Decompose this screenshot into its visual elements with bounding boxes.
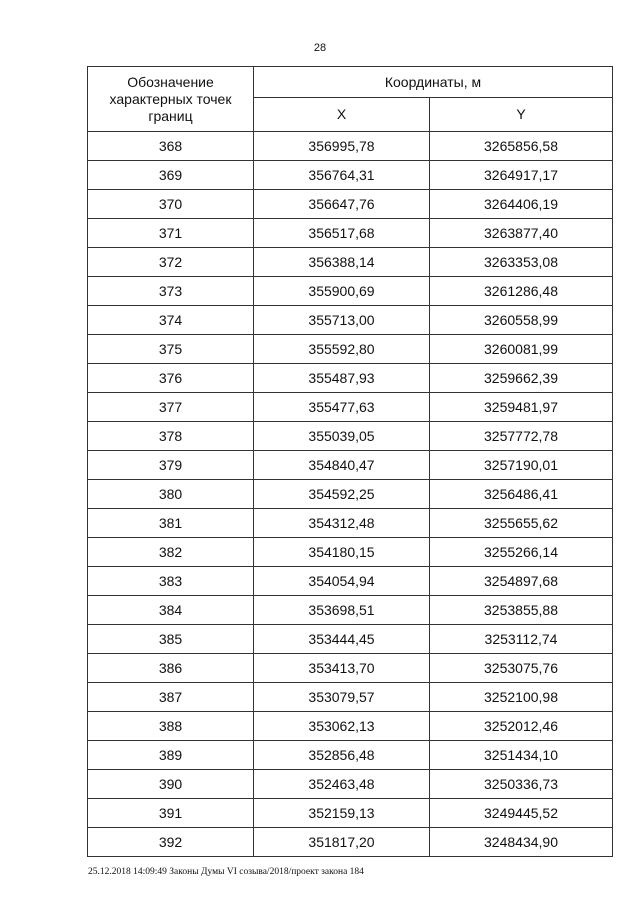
y-coordinate-cell: 3250336,73	[430, 770, 613, 799]
y-coordinate-cell: 3263353,08	[430, 248, 613, 277]
table-row	[88, 799, 613, 828]
x-coordinate-cell: 354592,25	[254, 480, 430, 509]
y-coordinate-cell: 3255655,62	[430, 509, 613, 538]
y-coordinate-cell: 3253112,74	[430, 625, 613, 654]
x-coordinate-cell: 354312,48	[254, 509, 430, 538]
table-row	[88, 683, 613, 712]
x-coordinate-cell: 356388,14	[254, 248, 430, 277]
table-row	[88, 538, 613, 567]
point-cell: 385	[88, 625, 254, 654]
x-coordinate-cell: 353413,70	[254, 654, 430, 683]
point-cell: 382	[88, 538, 254, 567]
point-cell: 368	[88, 132, 254, 161]
header-coordinates: Координаты, м	[254, 67, 613, 98]
table-row	[88, 567, 613, 596]
x-coordinate-cell: 352856,48	[254, 741, 430, 770]
x-coordinate-cell: 352159,13	[254, 799, 430, 828]
x-coordinate-cell: 355039,05	[254, 422, 430, 451]
y-coordinate-cell: 3260081,99	[430, 335, 613, 364]
x-coordinate-cell: 352463,48	[254, 770, 430, 799]
x-coordinate-cell: 354840,47	[254, 451, 430, 480]
table-row	[88, 190, 613, 219]
y-coordinate-cell: 3256486,41	[430, 480, 613, 509]
table-row	[88, 277, 613, 306]
y-coordinate-cell: 3251434,10	[430, 741, 613, 770]
point-cell: 388	[88, 712, 254, 741]
table-row	[88, 306, 613, 335]
x-coordinate-cell: 355900,69	[254, 277, 430, 306]
table-row	[88, 219, 613, 248]
x-coordinate-cell: 356764,31	[254, 161, 430, 190]
table-row	[88, 712, 613, 741]
table-row	[88, 364, 613, 393]
table-row	[88, 770, 613, 799]
point-cell: 392	[88, 828, 254, 857]
point-cell: 376	[88, 364, 254, 393]
point-cell: 371	[88, 219, 254, 248]
point-cell: 378	[88, 422, 254, 451]
page-number: 28	[313, 42, 327, 54]
table-row	[88, 509, 613, 538]
point-cell: 390	[88, 770, 254, 799]
table-body	[88, 132, 613, 857]
table-row	[88, 596, 613, 625]
y-coordinate-cell: 3260558,99	[430, 306, 613, 335]
table-row	[88, 480, 613, 509]
y-coordinate-cell: 3257772,78	[430, 422, 613, 451]
x-coordinate-cell: 354180,15	[254, 538, 430, 567]
point-cell: 379	[88, 451, 254, 480]
y-coordinate-cell: 3252100,98	[430, 683, 613, 712]
x-coordinate-cell: 353079,57	[254, 683, 430, 712]
header-y: Y	[430, 98, 613, 132]
table-row	[88, 625, 613, 654]
y-coordinate-cell: 3265856,58	[430, 132, 613, 161]
x-coordinate-cell: 353444,45	[254, 625, 430, 654]
y-coordinate-cell: 3252012,46	[430, 712, 613, 741]
y-coordinate-cell: 3259662,39	[430, 364, 613, 393]
document-footer: 25.12.2018 14:09:49 Законы Думы VI созыва/2018/проект закона 184	[88, 867, 364, 877]
y-coordinate-cell: 3253075,76	[430, 654, 613, 683]
x-coordinate-cell: 354054,94	[254, 567, 430, 596]
point-cell: 387	[88, 683, 254, 712]
y-coordinate-cell: 3249445,52	[430, 799, 613, 828]
point-cell: 389	[88, 741, 254, 770]
table-row	[88, 741, 613, 770]
y-coordinate-cell: 3263877,40	[430, 219, 613, 248]
x-coordinate-cell: 355477,63	[254, 393, 430, 422]
point-cell: 386	[88, 654, 254, 683]
x-coordinate-cell: 356647,76	[254, 190, 430, 219]
point-cell: 369	[88, 161, 254, 190]
y-coordinate-cell: 3259481,97	[430, 393, 613, 422]
header-point-designation: Обозначение характерных точек границ	[88, 67, 254, 132]
x-coordinate-cell: 356517,68	[254, 219, 430, 248]
point-cell: 373	[88, 277, 254, 306]
header-x: X	[254, 98, 430, 132]
x-coordinate-cell: 351817,20	[254, 828, 430, 857]
x-coordinate-cell: 355592,80	[254, 335, 430, 364]
table-row	[88, 828, 613, 857]
table-row	[88, 393, 613, 422]
point-cell: 372	[88, 248, 254, 277]
table-row	[88, 132, 613, 161]
point-cell: 375	[88, 335, 254, 364]
y-coordinate-cell: 3255266,14	[430, 538, 613, 567]
table-row	[88, 422, 613, 451]
point-cell: 377	[88, 393, 254, 422]
table-row	[88, 451, 613, 480]
point-cell: 384	[88, 596, 254, 625]
x-coordinate-cell: 353062,13	[254, 712, 430, 741]
table-row	[88, 161, 613, 190]
y-coordinate-cell: 3253855,88	[430, 596, 613, 625]
point-cell: 383	[88, 567, 254, 596]
table-row	[88, 335, 613, 364]
point-cell: 380	[88, 480, 254, 509]
y-coordinate-cell: 3264917,17	[430, 161, 613, 190]
y-coordinate-cell: 3264406,19	[430, 190, 613, 219]
table-row	[88, 248, 613, 277]
point-cell: 370	[88, 190, 254, 219]
x-coordinate-cell: 353698,51	[254, 596, 430, 625]
x-coordinate-cell: 355713,00	[254, 306, 430, 335]
point-cell: 391	[88, 799, 254, 828]
y-coordinate-cell: 3254897,68	[430, 567, 613, 596]
table-row	[88, 654, 613, 683]
point-cell: 374	[88, 306, 254, 335]
point-cell: 381	[88, 509, 254, 538]
y-coordinate-cell: 3257190,01	[430, 451, 613, 480]
y-coordinate-cell: 3261286,48	[430, 277, 613, 306]
y-coordinate-cell: 3248434,90	[430, 828, 613, 857]
x-coordinate-cell: 355487,93	[254, 364, 430, 393]
x-coordinate-cell: 356995,78	[254, 132, 430, 161]
coordinates-table	[87, 66, 613, 857]
